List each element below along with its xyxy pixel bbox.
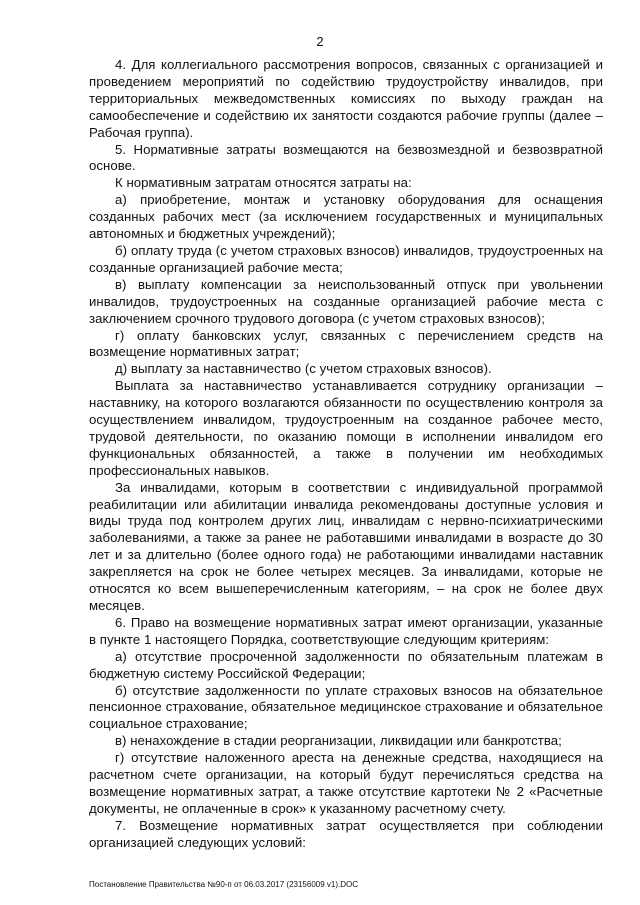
page-number: 2 xyxy=(316,34,324,49)
criterion-v-not-in-liquidation: в) ненахождение в стадии реорганизации, ликвидации или банкротства; xyxy=(115,733,562,749)
document-footer: Постановление Правительства №90-п от 06.03.2017 (23156009 v1).DOC xyxy=(89,880,359,889)
paragraph-6-eligibility: 6. Право на возмещение нормативных затрат имеют организации, указанные в пункте 1 настоящего Порядка, соответствующие следующим критериям: xyxy=(89,614,603,647)
paragraph-5-nonrepayable-basis: 5. Нормативные затраты возмещаются на безвозмездной и безвозвратной основе. xyxy=(89,141,603,174)
criterion-a-no-overdue-debt: а) отсутствие просроченной задолженности по обязательным платежам в бюджетную систему Российской Федерации; xyxy=(89,648,603,681)
list-item-a-equipment: а) приобретение, монтаж и установку оборудования для оснащения созданных рабочих мест (за исключением государственных и муниципальных автономных и бюджетных учреждений); xyxy=(89,192,603,242)
list-item-v-compensation: в) выплату компенсации за неиспользованный отпуск при увольнении инвалидов, трудоустроенных на созданные организацией рабочие места с заключением срочного трудового договора (с учетом страховых взносов); xyxy=(89,276,603,326)
list-item-b-wages: б) оплату труда (с учетом страховых взносов) инвалидов, трудоустроенных на созданные организацией рабочие места; xyxy=(89,242,603,275)
paragraph-cost-list-intro: К нормативным затратам относятся затраты на: xyxy=(115,175,412,191)
paragraph-mentor-term: За инвалидами, которым в соответствии с индивидуальной программой реабилитации или абилитации инвалида рекомендованы доступные условия и виды труда под контролем других лиц, инвалидам с нервно-психиатрическими заболеваниями, а также за ранее не работавшими инвалидами в возрасте до 30 лет и за длительно (более одного года) не работающими инвалидами наставник закрепляется на срок не более четырех месяцев. За инвалидами, которые не относятся ко всем вышеперечисленным категориям, – на срок не более двух месяцев. xyxy=(89,479,603,613)
document-body xyxy=(89,57,603,852)
paragraph-mentor-payment: Выплата за наставничество устанавливается сотруднику организации – наставнику, на которого возлагаются обязанности по осуществлению контроля за осуществлением инвалидом, трудоустроенным на созданное рабочее место, трудовой деятельности, по оказанию помощи в исполнении инвалидом его функциональных обязанностей, а также в получении им необходимых профессиональных навыков. xyxy=(89,378,603,478)
list-item-g-bank-services: г) оплату банковских услуг, связанных с перечислением средств на возмещение нормативных затрат; xyxy=(89,327,603,360)
paragraph-7-conditions: 7. Возмещение нормативных затрат осуществляется при соблюдении организацией следующих условий: xyxy=(89,817,603,850)
criterion-g-no-arrest: г) отсутствие наложенного ареста на денежные средства, находящиеся на расчетном счете организации, на который будут перечисляться средства на возмещение нормативных затрат, а также отсутствие картотеки № 2 «Расчетные документы, не оплаченные в срок» к указанному расчетному счету. xyxy=(89,750,603,816)
list-item-d-mentoring: д) выплату за наставничество (с учетом страховых взносов). xyxy=(115,361,492,377)
paragraph-4-working-groups: 4. Для коллегиального рассмотрения вопросов, связанных с организацией и проведением мероприятий по содействию трудоустройству инвалидов, при территориальных межведомственных комиссиях по выходу граждан на самообеспечение и содействию их занятости создаются рабочие группы (далее – Рабочая группа). xyxy=(89,57,603,140)
criterion-b-no-insurance-debt: б) отсутствие задолженности по уплате страховых взносов на обязательное пенсионное страхование, обязательное медицинское страхование и обязательное социальное страхование; xyxy=(89,682,603,732)
